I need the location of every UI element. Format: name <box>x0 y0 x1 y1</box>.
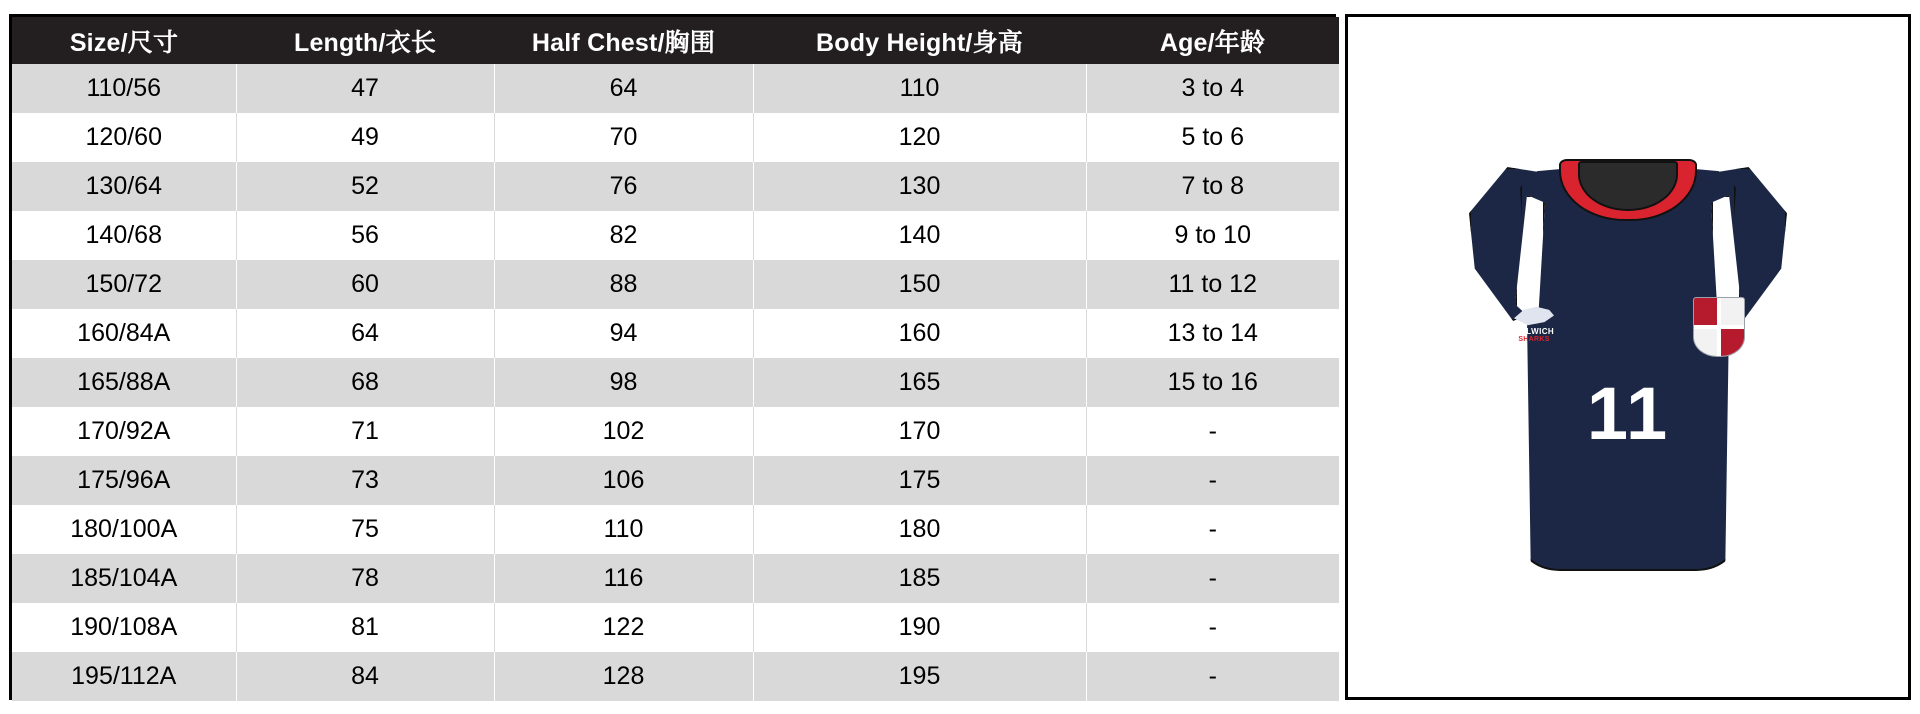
cell-age: 7 to 8 <box>1086 162 1339 211</box>
cell-size: 185/104A <box>12 554 236 603</box>
cell-length: 71 <box>236 407 494 456</box>
cell-body-height: 110 <box>753 64 1086 113</box>
cell-size: 150/72 <box>12 260 236 309</box>
table-row <box>12 407 1339 456</box>
crest-quadrant <box>1719 327 1744 356</box>
cell-half-chest: 82 <box>494 211 753 260</box>
crest-quadrant <box>1694 298 1719 327</box>
cell-length: 47 <box>236 64 494 113</box>
cell-body-height: 130 <box>753 162 1086 211</box>
cell-length: 78 <box>236 554 494 603</box>
cell-length: 52 <box>236 162 494 211</box>
cell-length: 75 <box>236 505 494 554</box>
column-header-age: Age/年龄 <box>1086 17 1339 64</box>
cell-size: 120/60 <box>12 113 236 162</box>
cell-length: 73 <box>236 456 494 505</box>
cell-age: 5 to 6 <box>1086 113 1339 162</box>
club-logo-line1: DULWICH <box>1513 327 1555 336</box>
cell-size: 165/88A <box>12 358 236 407</box>
size-chart-table-container <box>9 14 1336 700</box>
cell-age: - <box>1086 652 1339 701</box>
cell-body-height: 120 <box>753 113 1086 162</box>
cell-age: 9 to 10 <box>1086 211 1339 260</box>
table-row <box>12 64 1339 113</box>
cell-size: 175/96A <box>12 456 236 505</box>
cell-size: 190/108A <box>12 603 236 652</box>
crest-cross-horizontal <box>1694 325 1744 329</box>
size-chart-table <box>12 17 1339 701</box>
cell-body-height: 195 <box>753 652 1086 701</box>
table-row <box>12 260 1339 309</box>
cell-body-height: 170 <box>753 407 1086 456</box>
cell-size: 140/68 <box>12 211 236 260</box>
cell-body-height: 140 <box>753 211 1086 260</box>
column-header-length: Length/衣长 <box>236 17 494 64</box>
cell-size: 170/92A <box>12 407 236 456</box>
shark-icon <box>1514 305 1554 327</box>
table-row <box>12 309 1339 358</box>
table-row <box>12 554 1339 603</box>
cell-age: - <box>1086 603 1339 652</box>
cell-length: 81 <box>236 603 494 652</box>
jersey-body <box>1520 163 1736 571</box>
cell-half-chest: 128 <box>494 652 753 701</box>
cell-age: 3 to 4 <box>1086 64 1339 113</box>
column-header-size: Size/尺寸 <box>12 17 236 64</box>
table-row <box>12 652 1339 701</box>
table-row <box>12 113 1339 162</box>
club-logo-line2: SHARKS <box>1518 336 1550 343</box>
cell-body-height: 175 <box>753 456 1086 505</box>
cell-age: - <box>1086 456 1339 505</box>
jersey-illustration <box>1463 137 1793 577</box>
table-row <box>12 505 1339 554</box>
cell-size: 180/100A <box>12 505 236 554</box>
column-header-half-chest: Half Chest/胸围 <box>494 17 753 64</box>
cell-half-chest: 98 <box>494 358 753 407</box>
club-logo-icon <box>1507 305 1561 349</box>
table-row <box>12 603 1339 652</box>
cell-length: 68 <box>236 358 494 407</box>
cell-length: 49 <box>236 113 494 162</box>
cell-half-chest: 70 <box>494 113 753 162</box>
cell-half-chest: 110 <box>494 505 753 554</box>
column-header-body-height: Body Height/身高 <box>753 17 1086 64</box>
cell-half-chest: 64 <box>494 64 753 113</box>
cell-length: 64 <box>236 309 494 358</box>
cell-half-chest: 76 <box>494 162 753 211</box>
cell-age: - <box>1086 505 1339 554</box>
product-image-panel <box>1345 14 1911 700</box>
cell-age: - <box>1086 407 1339 456</box>
jersey-number: 11 <box>1586 372 1670 455</box>
cell-age: - <box>1086 554 1339 603</box>
cell-half-chest: 122 <box>494 603 753 652</box>
cell-length: 84 <box>236 652 494 701</box>
cell-body-height: 150 <box>753 260 1086 309</box>
cell-length: 60 <box>236 260 494 309</box>
cell-size: 160/84A <box>12 309 236 358</box>
cell-body-height: 190 <box>753 603 1086 652</box>
table-row <box>12 162 1339 211</box>
cell-half-chest: 116 <box>494 554 753 603</box>
cell-half-chest: 88 <box>494 260 753 309</box>
cell-length: 56 <box>236 211 494 260</box>
table-row <box>12 211 1339 260</box>
cell-size: 195/112A <box>12 652 236 701</box>
cell-half-chest: 106 <box>494 456 753 505</box>
cell-size: 110/56 <box>12 64 236 113</box>
crest-badge-icon <box>1693 297 1745 357</box>
cell-age: 13 to 14 <box>1086 309 1339 358</box>
cell-body-height: 160 <box>753 309 1086 358</box>
cell-age: 15 to 16 <box>1086 358 1339 407</box>
cell-body-height: 185 <box>753 554 1086 603</box>
cell-half-chest: 102 <box>494 407 753 456</box>
table-row <box>12 358 1339 407</box>
cell-body-height: 165 <box>753 358 1086 407</box>
cell-half-chest: 94 <box>494 309 753 358</box>
cell-body-height: 180 <box>753 505 1086 554</box>
table-header-row <box>12 17 1339 64</box>
table-row <box>12 456 1339 505</box>
cell-age: 11 to 12 <box>1086 260 1339 309</box>
cell-size: 130/64 <box>12 162 236 211</box>
